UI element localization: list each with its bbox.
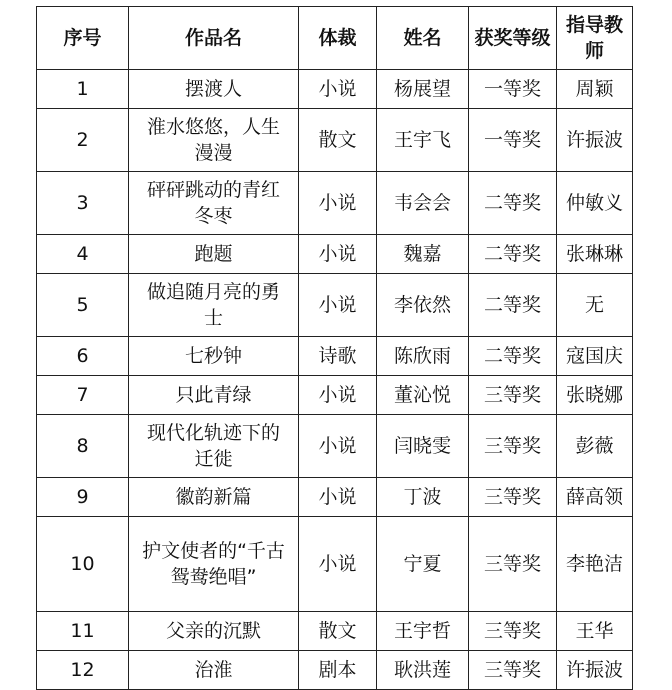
header-number: 序号 [37, 7, 129, 70]
cell-genre: 小说 [299, 517, 377, 612]
table-row [37, 517, 633, 612]
cell-genre: 小说 [299, 235, 377, 274]
cell-teacher: 王华 [557, 612, 633, 651]
cell-award: 二等奖 [469, 337, 557, 376]
header-row [37, 7, 633, 70]
cell-genre: 小说 [299, 274, 377, 337]
cell-work-title: 摆渡人 [129, 70, 299, 109]
table-row [37, 109, 633, 172]
cell-award: 三等奖 [469, 415, 557, 478]
cell-award: 三等奖 [469, 478, 557, 517]
cell-name: 丁波 [377, 478, 469, 517]
header-teacher: 指导教师 [557, 7, 633, 70]
cell-number: 12 [37, 651, 129, 690]
cell-genre: 散文 [299, 109, 377, 172]
cell-name: 韦会会 [377, 172, 469, 235]
cell-name: 杨展望 [377, 70, 469, 109]
cell-name: 陈欣雨 [377, 337, 469, 376]
cell-genre: 小说 [299, 376, 377, 415]
cell-work-title: 父亲的沉默 [129, 612, 299, 651]
header-genre: 体裁 [299, 7, 377, 70]
table-row [37, 172, 633, 235]
cell-teacher: 无 [557, 274, 633, 337]
table-row [37, 612, 633, 651]
cell-genre: 小说 [299, 415, 377, 478]
cell-name: 闫晓雯 [377, 415, 469, 478]
cell-name: 李依然 [377, 274, 469, 337]
cell-work-title: 砰砰跳动的青红冬枣 [129, 172, 299, 235]
cell-work-title: 做追随月亮的勇士 [129, 274, 299, 337]
cell-teacher: 张琳琳 [557, 235, 633, 274]
header-award-level: 获奖等级 [469, 7, 557, 70]
cell-name: 王宇哲 [377, 612, 469, 651]
cell-number: 5 [37, 274, 129, 337]
cell-genre: 诗歌 [299, 337, 377, 376]
table-row [37, 651, 633, 690]
header-name: 姓名 [377, 7, 469, 70]
cell-award: 二等奖 [469, 274, 557, 337]
cell-award: 三等奖 [469, 612, 557, 651]
cell-number: 1 [37, 70, 129, 109]
table-row [37, 235, 633, 274]
cell-teacher: 薛高领 [557, 478, 633, 517]
cell-genre: 小说 [299, 478, 377, 517]
cell-award: 一等奖 [469, 70, 557, 109]
cell-award: 二等奖 [469, 172, 557, 235]
table-row [37, 70, 633, 109]
cell-name: 董沁悦 [377, 376, 469, 415]
cell-number: 2 [37, 109, 129, 172]
cell-number: 3 [37, 172, 129, 235]
table-row [37, 337, 633, 376]
cell-name: 魏嘉 [377, 235, 469, 274]
cell-number: 4 [37, 235, 129, 274]
table-row [37, 274, 633, 337]
cell-work-title: 治淮 [129, 651, 299, 690]
cell-teacher: 寇国庆 [557, 337, 633, 376]
cell-genre: 散文 [299, 612, 377, 651]
cell-name: 王宇飞 [377, 109, 469, 172]
cell-number: 9 [37, 478, 129, 517]
cell-award: 三等奖 [469, 376, 557, 415]
cell-genre: 剧本 [299, 651, 377, 690]
award-table [36, 6, 633, 690]
cell-teacher: 许振波 [557, 109, 633, 172]
cell-award: 三等奖 [469, 517, 557, 612]
table-row [37, 376, 633, 415]
cell-work-title: 淮水悠悠，人生漫漫 [129, 109, 299, 172]
cell-work-title: 护文使者的“千古鸳鸯绝唱” [129, 517, 299, 612]
cell-number: 8 [37, 415, 129, 478]
cell-number: 6 [37, 337, 129, 376]
cell-teacher: 彭薇 [557, 415, 633, 478]
cell-teacher: 许振波 [557, 651, 633, 690]
cell-number: 11 [37, 612, 129, 651]
table-row [37, 478, 633, 517]
cell-genre: 小说 [299, 172, 377, 235]
cell-teacher: 李艳洁 [557, 517, 633, 612]
cell-award: 二等奖 [469, 235, 557, 274]
header-work-title: 作品名 [129, 7, 299, 70]
cell-award: 三等奖 [469, 651, 557, 690]
cell-work-title: 跑题 [129, 235, 299, 274]
cell-name: 宁夏 [377, 517, 469, 612]
cell-teacher: 仲敏义 [557, 172, 633, 235]
cell-award: 一等奖 [469, 109, 557, 172]
cell-number: 10 [37, 517, 129, 612]
cell-name: 耿洪莲 [377, 651, 469, 690]
cell-number: 7 [37, 376, 129, 415]
table-row [37, 415, 633, 478]
cell-work-title: 七秒钟 [129, 337, 299, 376]
cell-teacher: 周颖 [557, 70, 633, 109]
cell-genre: 小说 [299, 70, 377, 109]
cell-work-title: 现代化轨迹下的迁徙 [129, 415, 299, 478]
cell-work-title: 只此青绿 [129, 376, 299, 415]
cell-teacher: 张晓娜 [557, 376, 633, 415]
cell-work-title: 徽韵新篇 [129, 478, 299, 517]
